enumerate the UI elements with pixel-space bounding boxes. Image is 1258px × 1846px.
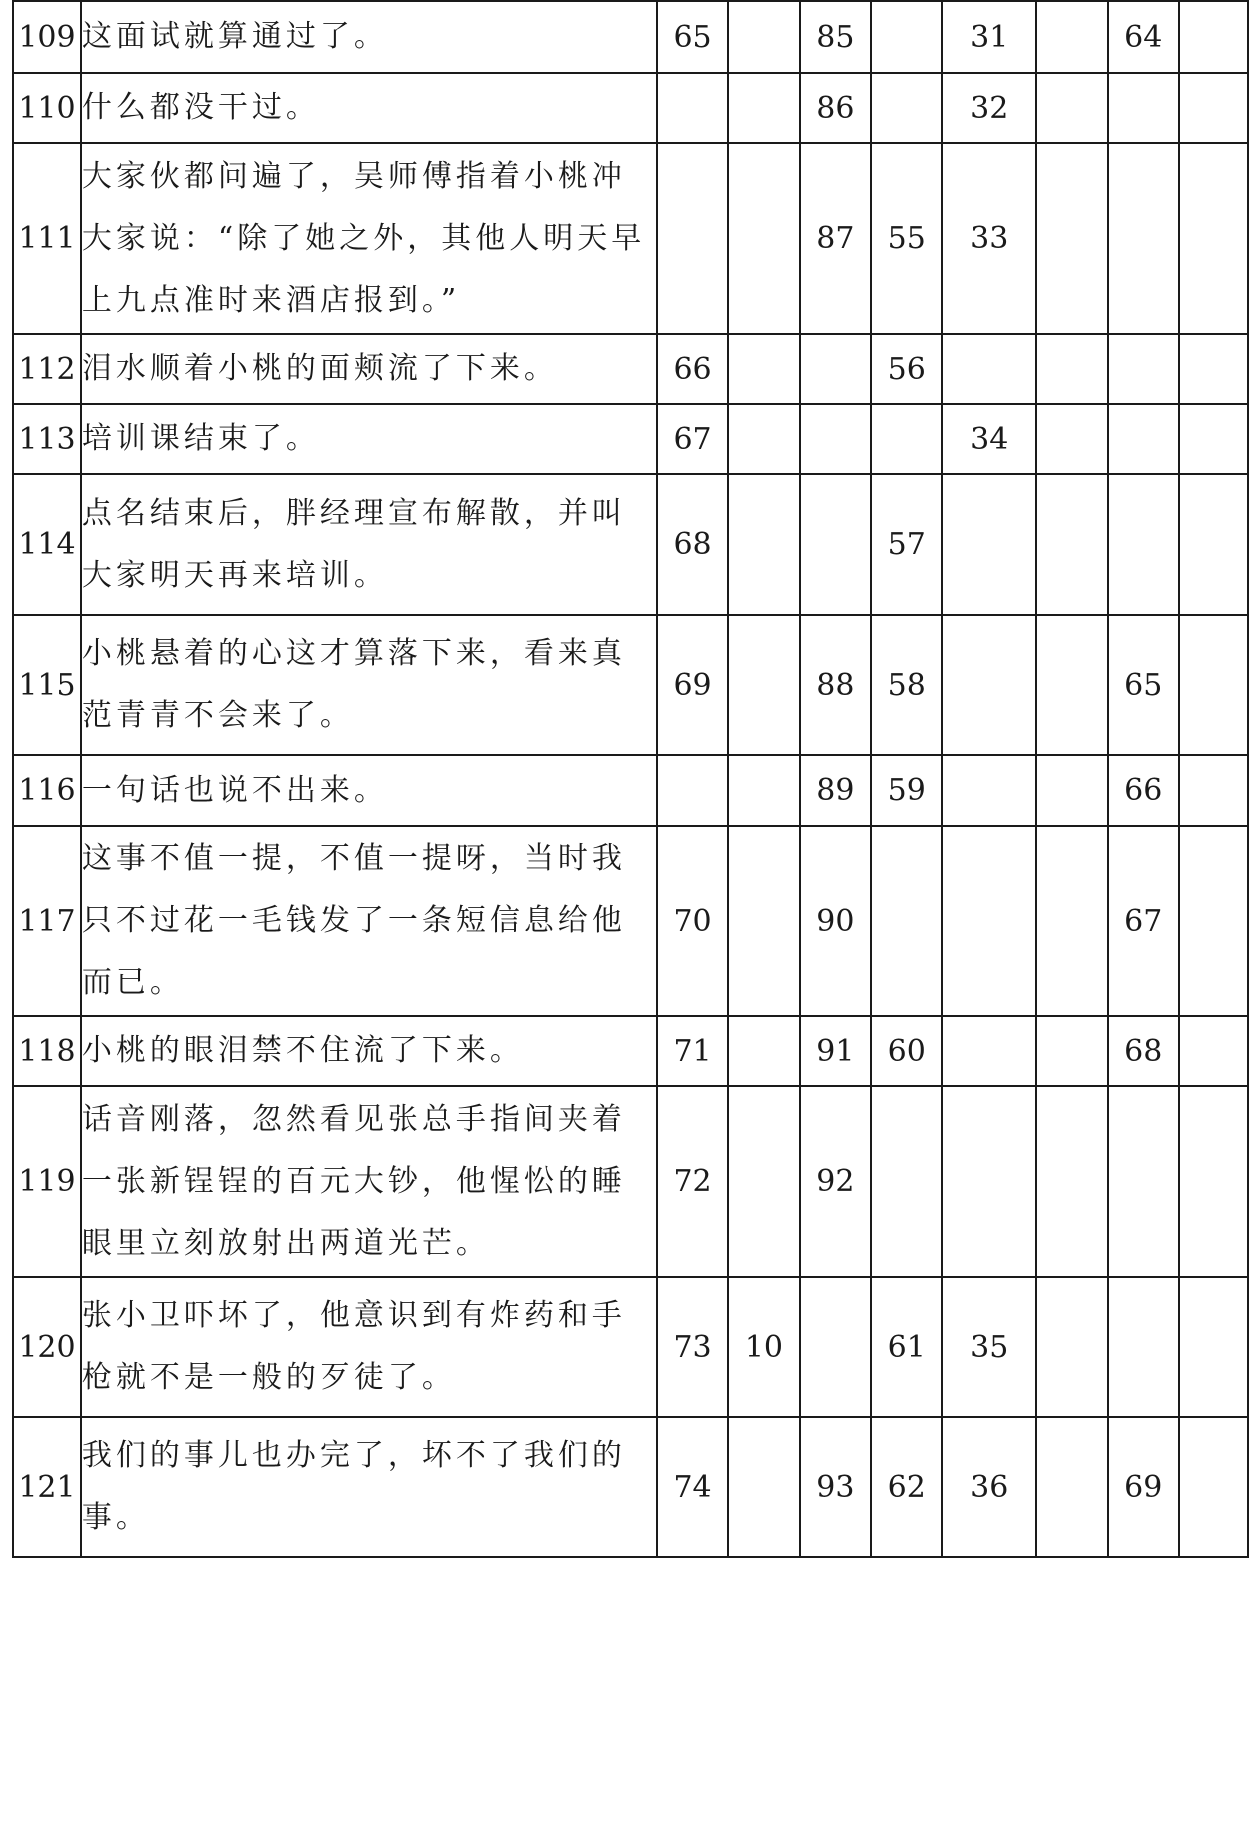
value-cell [728, 73, 799, 143]
sentence-cell: 这事不值一提，不值一提呀，当时我只不过花一毛钱发了一条短信息给他而已。 [81, 826, 657, 1016]
value-cell [800, 1277, 871, 1417]
value-cell [1036, 755, 1107, 826]
row-number: 111 [13, 143, 81, 334]
value-cell [1036, 1, 1107, 73]
table-row [13, 334, 1248, 404]
value-cell: 56 [871, 334, 942, 404]
value-cell [728, 755, 799, 826]
value-cell: 87 [800, 143, 871, 334]
sentence-cell: 泪水顺着小桃的面颊流了下来。 [81, 334, 657, 404]
table-row [13, 1417, 1248, 1557]
table-row [13, 73, 1248, 143]
row-number: 113 [13, 404, 81, 474]
value-cell: 55 [871, 143, 942, 334]
data-table [12, 0, 1249, 1558]
value-cell [942, 1016, 1036, 1086]
value-cell: 31 [942, 1, 1036, 73]
value-cell [1179, 1417, 1248, 1557]
value-cell [1179, 826, 1248, 1016]
value-cell [1179, 73, 1248, 143]
value-cell: 34 [942, 404, 1036, 474]
value-cell: 71 [657, 1016, 728, 1086]
value-cell: 64 [1108, 1, 1179, 73]
value-cell [728, 1086, 799, 1277]
value-cell [657, 143, 728, 334]
row-number: 119 [13, 1086, 81, 1277]
value-cell: 89 [800, 755, 871, 826]
sentence-cell: 小桃的眼泪禁不住流了下来。 [81, 1016, 657, 1086]
value-cell [1179, 143, 1248, 334]
value-cell [942, 826, 1036, 1016]
value-cell: 91 [800, 1016, 871, 1086]
value-cell [1179, 1016, 1248, 1086]
value-cell [728, 404, 799, 474]
value-cell [728, 615, 799, 755]
value-cell: 69 [657, 615, 728, 755]
row-number: 115 [13, 615, 81, 755]
value-cell: 93 [800, 1417, 871, 1557]
value-cell [871, 404, 942, 474]
row-number: 112 [13, 334, 81, 404]
sentence-cell: 张小卫吓坏了，他意识到有炸药和手枪就不是一般的歹徒了。 [81, 1277, 657, 1417]
row-number: 114 [13, 474, 81, 615]
table-body [13, 1, 1248, 1557]
sentence-cell: 什么都没干过。 [81, 73, 657, 143]
value-cell [942, 755, 1036, 826]
value-cell: 74 [657, 1417, 728, 1557]
value-cell [1036, 826, 1107, 1016]
table-row [13, 404, 1248, 474]
row-number: 121 [13, 1417, 81, 1557]
table-row [13, 1277, 1248, 1417]
sentence-cell: 大家伙都问遍了，吴师傅指着小桃冲大家说：“除了她之外，其他人明天早上九点准时来酒店报到。” [81, 143, 657, 334]
value-cell [1036, 1086, 1107, 1277]
value-cell [800, 404, 871, 474]
value-cell: 57 [871, 474, 942, 615]
value-cell: 66 [657, 334, 728, 404]
value-cell [1179, 404, 1248, 474]
value-cell [1036, 73, 1107, 143]
value-cell [871, 826, 942, 1016]
value-cell [1179, 1086, 1248, 1277]
value-cell: 70 [657, 826, 728, 1016]
value-cell [728, 1016, 799, 1086]
value-cell: 10 [728, 1277, 799, 1417]
value-cell [1036, 615, 1107, 755]
row-number: 109 [13, 1, 81, 73]
value-cell [1179, 615, 1248, 755]
row-number: 116 [13, 755, 81, 826]
value-cell: 65 [1108, 615, 1179, 755]
value-cell [1179, 755, 1248, 826]
value-cell: 72 [657, 1086, 728, 1277]
table-row [13, 615, 1248, 755]
value-cell [657, 73, 728, 143]
row-number: 110 [13, 73, 81, 143]
row-number: 120 [13, 1277, 81, 1417]
value-cell [1108, 334, 1179, 404]
sentence-cell: 我们的事儿也办完了，坏不了我们的事。 [81, 1417, 657, 1557]
row-number: 118 [13, 1016, 81, 1086]
table-row [13, 1016, 1248, 1086]
value-cell [942, 334, 1036, 404]
value-cell: 86 [800, 73, 871, 143]
value-cell [1036, 474, 1107, 615]
value-cell [1036, 404, 1107, 474]
value-cell: 33 [942, 143, 1036, 334]
value-cell [1108, 474, 1179, 615]
table-row [13, 1086, 1248, 1277]
table-row [13, 826, 1248, 1016]
value-cell: 62 [871, 1417, 942, 1557]
value-cell: 92 [800, 1086, 871, 1277]
value-cell [800, 334, 871, 404]
value-cell [1108, 73, 1179, 143]
sentence-cell: 这面试就算通过了。 [81, 1, 657, 73]
value-cell [1179, 334, 1248, 404]
value-cell [1108, 404, 1179, 474]
value-cell: 59 [871, 755, 942, 826]
value-cell [800, 474, 871, 615]
value-cell [942, 474, 1036, 615]
value-cell: 85 [800, 1, 871, 73]
value-cell: 61 [871, 1277, 942, 1417]
value-cell: 32 [942, 73, 1036, 143]
value-cell [728, 1, 799, 73]
sentence-cell: 培训课结束了。 [81, 404, 657, 474]
row-number: 117 [13, 826, 81, 1016]
value-cell: 65 [657, 1, 728, 73]
table-row [13, 143, 1248, 334]
value-cell: 58 [871, 615, 942, 755]
value-cell [1108, 143, 1179, 334]
value-cell [728, 1417, 799, 1557]
sentence-cell: 点名结束后，胖经理宣布解散，并叫大家明天再来培训。 [81, 474, 657, 615]
value-cell [728, 143, 799, 334]
value-cell [728, 474, 799, 615]
sentence-cell: 话音刚落，忽然看见张总手指间夹着一张新锃锃的百元大钞，他惺忪的睡眼里立刻放射出两道光芒。 [81, 1086, 657, 1277]
value-cell: 67 [657, 404, 728, 474]
value-cell [1108, 1277, 1179, 1417]
value-cell [871, 73, 942, 143]
value-cell: 67 [1108, 826, 1179, 1016]
sentence-cell: 小桃悬着的心这才算落下来，看来真范青青不会来了。 [81, 615, 657, 755]
value-cell: 68 [657, 474, 728, 615]
value-cell [728, 334, 799, 404]
table-row [13, 755, 1248, 826]
value-cell [1036, 1016, 1107, 1086]
value-cell [1036, 334, 1107, 404]
value-cell: 60 [871, 1016, 942, 1086]
value-cell: 69 [1108, 1417, 1179, 1557]
value-cell [942, 615, 1036, 755]
value-cell [657, 755, 728, 826]
value-cell [1036, 1417, 1107, 1557]
sentence-cell: 一句话也说不出来。 [81, 755, 657, 826]
value-cell: 88 [800, 615, 871, 755]
value-cell [1036, 143, 1107, 334]
value-cell [728, 826, 799, 1016]
value-cell [942, 1086, 1036, 1277]
value-cell [1179, 1277, 1248, 1417]
value-cell: 73 [657, 1277, 728, 1417]
value-cell [1108, 1086, 1179, 1277]
value-cell: 36 [942, 1417, 1036, 1557]
value-cell [871, 1, 942, 73]
value-cell [1179, 1, 1248, 73]
value-cell: 35 [942, 1277, 1036, 1417]
table-row [13, 1, 1248, 73]
value-cell [1179, 474, 1248, 615]
value-cell: 66 [1108, 755, 1179, 826]
value-cell [871, 1086, 942, 1277]
value-cell: 68 [1108, 1016, 1179, 1086]
value-cell: 90 [800, 826, 871, 1016]
value-cell [1036, 1277, 1107, 1417]
table-row [13, 474, 1248, 615]
